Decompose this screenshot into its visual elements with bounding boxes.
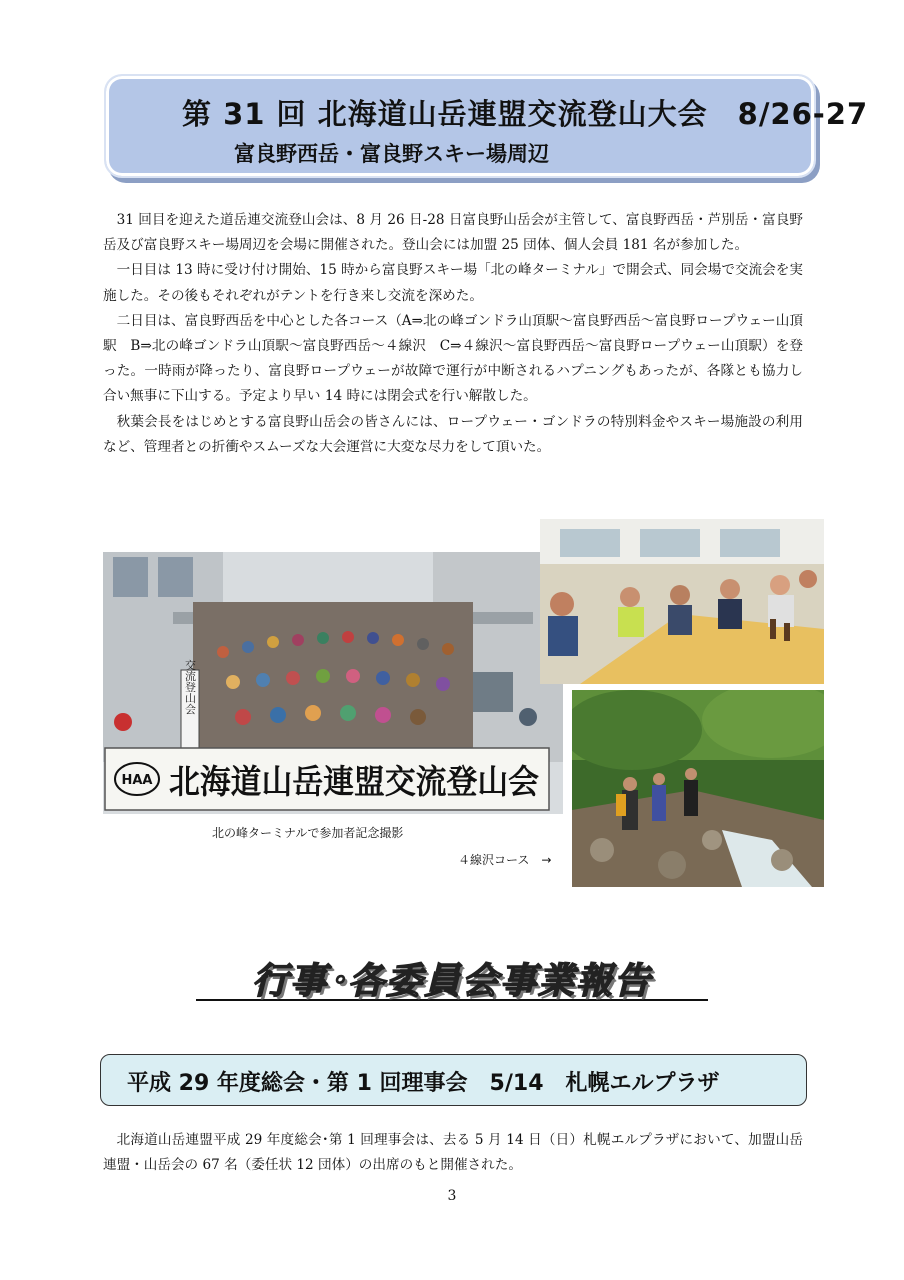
event-title: 第 31 回 北海道山岳連盟交流登山大会 8/26-27 <box>182 97 869 131</box>
article-paragraph: 31 回目を迎えた道岳連交流登山会は、8 月 26 日-28 日富良野山岳会が主管して、富良野西岳・芦別岳・富良野岳及び富良野スキー場周辺を会場に開催された。登山会には加盟 25 団体、個人会員 181 名が参加した。 <box>103 212 803 254</box>
group-photo <box>103 552 563 814</box>
banquet-photo-image <box>540 519 824 684</box>
article-paragraph: 秋葉会長をはじめとする富良野山岳会の皆さんには、ロープウェー・ゴンドラの特別料金やスキー場施設の利用など、管理者との折衝やスムーズな大会運営に大変な尽力をして頂いた。 <box>103 413 803 455</box>
group-photo-caption: 北の峰ターミナルで参加者記念撮影 <box>212 826 404 840</box>
section-title: 行事･各委員会事業報告 <box>196 953 708 1001</box>
group-photo-image <box>103 552 563 814</box>
meeting-paragraph: 北海道山岳連盟平成 29 年度総会･第 1 回理事会は、去る 5 月 14 日（日）札幌エルプラザにおいて、加盟山岳連盟・山岳会の 67 名（委任状 12 団体）の出席のもと開催された。 <box>103 1132 803 1174</box>
event-header-box <box>104 74 869 178</box>
trail-photo-caption: ４線沢コース → <box>458 853 552 867</box>
banner-logo: HAA <box>121 773 153 788</box>
banquet-photo <box>540 519 824 684</box>
meeting-header-box <box>100 1054 807 1106</box>
trail-photo <box>572 690 824 887</box>
sign-text: 交流登山会 <box>183 659 197 715</box>
article-paragraph: 一日目は 13 時に受け付け開始、15 時から富良野スキー場「北の峰ターミナル」で開会式、同会場で交流会を実施した。その後もそれぞれがテントを行き来し交流を深めた。 <box>103 262 803 304</box>
event-subtitle: 富良野西岳・富良野スキー場周辺 <box>234 142 549 166</box>
page-number: 3 <box>447 1188 457 1204</box>
meeting-article <box>103 1128 803 1178</box>
trail-photo-image <box>572 690 824 887</box>
banner-text: 北海道山岳連盟交流登山会 <box>169 762 539 801</box>
meeting-title: 平成 29 年度総会・第 1 回理事会 5/14 札幌エルプラザ <box>127 1071 720 1096</box>
article-paragraph: 二日目は、富良野西岳を中心とした各コース（A⇒北の峰ゴンドラ山頂駅〜富良野西岳〜富良野ロープウェー山頂駅 B⇒北の峰ゴンドラ山頂駅〜富良野西岳〜４線沢 C⇒４線沢〜富良野西岳〜富良野ロープウェー山頂駅）を登った。一時雨が降ったり、富良野ロープウェーが故障で運行が中断されるハプニングもあったが、各隊とも協力し合い無事に下山する。予定より早い 14 時には閉会式を行い解散した。 <box>103 312 803 405</box>
event-article <box>103 208 803 460</box>
